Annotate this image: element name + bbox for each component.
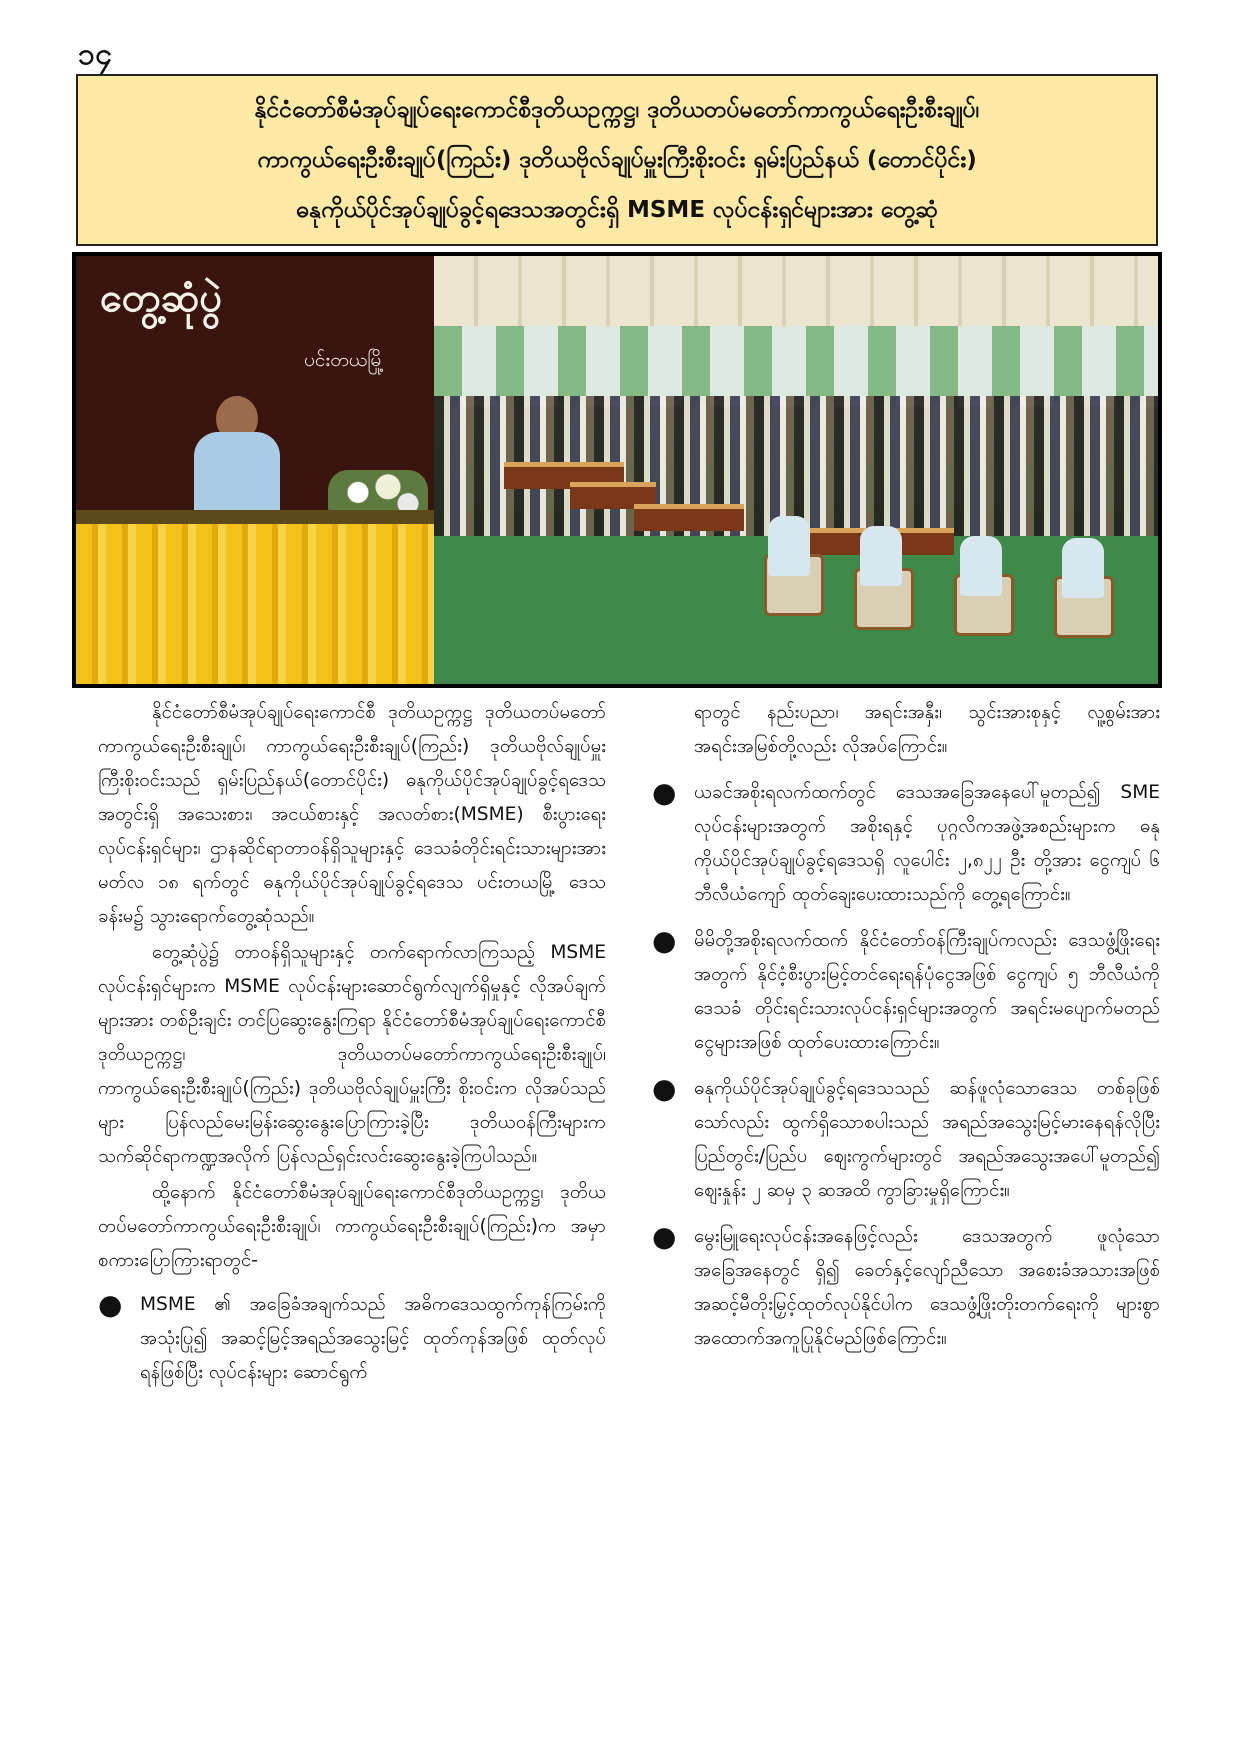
bullet-text: ဓနုကိုယ်ပိုင်အုပ်ချုပ်ခွင့်ရဒေသသည် ဆန်ဖူလုံသောဒေသ တစ်ခုဖြစ်သော်လည်း ထွက်ရှိသောစပါးသည် အရည်အသွေးမြင့်မားနေရန်လိုပြီး ပြည်တွင်း/ပြည်ပ ဈေးကွက်များတွင် အရည်အသွေးအပေါ်မူတည်၍ ဈေးနှုန်း ၂ ဆမှ ၃ ဆအထိ ကွာခြားမှုရှိကြောင်း။ [694, 1078, 1160, 1201]
headline-line-3: ဓနုကိုယ်ပိုင်အုပ်ချုပ်ခွင့်ရဒေသအတွင်းရှိ MSME လုပ်ငန်းရှင်များအား တွေ့ဆုံ [296, 197, 938, 223]
bullet-item-1 [98, 1288, 606, 1390]
article-right-column [652, 696, 1160, 1368]
article-paragraph-2: တွေ့ဆုံပွဲ၌ တာဝန်ရှိသူများနှင့် တက်ရောက်လာကြသည့် MSME လုပ်ငန်းရှင်များက MSME လုပ်ငန်းများဆောင်ရွက်လျက်ရှိမှုနှင့် လိုအပ်ချက်များအား တစ်ဦးချင်း တင်ပြဆွေးနွေးကြရာ နိုင်ငံတော်စီမံအုပ်ချုပ်ရေးကောင်စီဒုတိယဥက္ကဋ္ဌ၊ ဒုတိယတပ်မတော်ကာကွယ်ရေးဦးစီးချုပ်၊ ကာကွယ်ရေးဦးစီးချုပ်(ကြည်း) ဒုတိယဗိုလ်ချုပ်မှူးကြီး စိုးဝင်းက လိုအပ်သည်များ ပြန်လည်မေးမြန်းဆွေးနွေးပြောကြားခဲ့ပြီး ဒုတိယဝန်ကြီးများက သက်ဆိုင်ရာကဏ္ဍအလိုက် ပြန်လည်ရှင်းလင်းဆွေးနွေးခဲ့ကြပါသည်။ [98, 942, 606, 1167]
bullet-item-5 [652, 1220, 1160, 1356]
bullet-item-4 [652, 1072, 1160, 1208]
bullet-text: မွေးမြူရေးလုပ်ငန်းအနေဖြင့်လည်း ဒေသအတွက် ဖူလုံသောအခြေအနေတွင် ရှိ၍ ခေတ်နှင့်လျော်ညီသော အစေးခံအသားအဖြစ် အဆင့်မီတိုးမြှင့်ထုတ်လုပ်နိုင်ပါက ဒေသဖွံ့ဖြိုးတိုးတက်ရေးကို များစွာအထောက်အကူပြုနိုင်မည်ဖြစ်ကြောင်း။ [694, 1226, 1160, 1349]
bullet-dot-icon: ● [98, 1288, 123, 1321]
photo-banner-location: ပင်းတယမြို့ [304, 349, 385, 371]
headline-line-2: ကာကွယ်ရေးဦးစီးချုပ်(ကြည်း) ဒုတိယဗိုလ်ချုပ်မှူးကြီးစိုးဝင်း ရှမ်းပြည်နယ် (တောင်ပိုင်း) [257, 147, 977, 173]
bullet-item-3 [652, 924, 1160, 1060]
bullet-text: မိမိတို့အစိုးရလက်ထက် နိုင်ငံတော်ဝန်ကြီးချုပ်ကလည်း ဒေသဖွံ့ဖြိုးရေးအတွက် နိုင်ငံ့စီးပွားမြင့်တင်ရေးရန်ပုံငွေအဖြစ် ငွေကျပ် ၅ ဘီလီယံကို ဒေသခံ တိုင်းရင်းသားလုပ်ငန်းရှင်များအတွက် အရင်းမပျောက်မတည်ငွေများအဖြစ် ထုတ်ပေးထားကြောင်း။ [694, 930, 1160, 1053]
bullet-text: ယခင်အစိုးရလက်ထက်တွင် ဒေသအခြေအနေပေါ်မူတည်၍ SME လုပ်ငန်းများအတွက် အစိုးရနှင့် ပုဂ္ဂလိကအဖွဲ့အစည်းများက ဓနုကိုယ်ပိုင်အုပ်ချုပ်ခွင့်ရဒေသရှိ လူပေါင်း ၂,၈၂၂ ဦး တို့အား ငွေကျပ် ၆ ဘီလီယံကျော် ထုတ်ချေးပေးထားသည်ကို တွေ့ရကြောင်း။ [694, 782, 1160, 905]
article-left-column [98, 696, 606, 1402]
page-number: ၁၄ [78, 37, 112, 72]
article-paragraph-1: နိုင်ငံတော်စီမံအုပ်ချုပ်ရေးကောင်စီ ဒုတိယဥက္ကဋ္ဌ ဒုတိယတပ်မတော်ကာကွယ်ရေးဦးစီးချုပ်၊ ကာကွယ်ရေးဦးစီးချုပ်(ကြည်း) ဒုတိယဗိုလ်ချုပ်မှူးကြီးစိုးဝင်းသည် ရှမ်းပြည်နယ်(တောင်ပိုင်း) ဓနုကိုယ်ပိုင်အုပ်ချုပ်ခွင့်ရဒေသအတွင်းရှိ အသေးစား၊ အငယ်စားနှင့် အလတ်စား(MSME) စီးပွားရေးလုပ်ငန်းရှင်များ၊ ဌာနဆိုင်ရာတာဝန်ရှိသူများနှင့် ဒေသခံတိုင်းရင်းသားများအား မတ်လ ၁၈ ရက်တွင် ဓနုကိုယ်ပိုင်အုပ်ချုပ်ခွင့်ရဒေသ ပင်းတယမြို့ ဒေသခန်းမ၌ သွားရောက်တွေ့ဆုံသည်။ [98, 702, 606, 927]
bullet-item-2 [652, 776, 1160, 912]
bullet-text: MSME ၏ အခြေခံအချက်သည် အဓိကဒေသထွက်ကုန်ကြမ်းကို အသုံးပြု၍ အဆင့်မြင့်အရည်အသွေးမြင့် ထုတ်ကုန်အဖြစ် ထုတ်လုပ်ရန်ဖြစ်ပြီး လုပ်ငန်းများ ဆောင်ရွက် [140, 1294, 606, 1383]
bullet-dot-icon: ● [652, 1220, 677, 1253]
headline-line-1: နိုင်ငံတော်စီမံအုပ်ချုပ်ရေးကောင်စီဒုတိယဥက္ကဋ္ဌ၊ ဒုတိယတပ်မတော်ကာကွယ်ရေးဦးစီးချုပ်၊ [254, 97, 980, 123]
article-paragraph-3: ထို့နောက် နိုင်ငံတော်စီမံအုပ်ချုပ်ရေးကောင်စီဒုတိယဥက္ကဋ္ဌ၊ ဒုတိယတပ်မတော်ကာကွယ်ရေးဦးစီးချုပ်၊ ကာကွယ်ရေးဦးစီးချုပ်(ကြည်း)က အမှာစကားပြောကြားရာတွင်- [98, 1182, 606, 1271]
bullet-dot-icon: ● [652, 776, 677, 809]
bullet-dot-icon: ● [652, 924, 677, 957]
bullet-item-1-continued: ရာတွင် နည်းပညာ၊ အရင်းအနှီး၊ သွင်းအားစုနှင့် လူ့စွမ်းအားအရင်းအမြစ်တို့လည်း လိုအပ်ကြောင်း။ [694, 702, 1160, 757]
photo-banner-text: တွေ့ဆုံပွဲ [100, 275, 223, 321]
bullet-dot-icon: ● [652, 1072, 677, 1105]
photo-frame [72, 252, 1162, 688]
headline-box [76, 74, 1158, 246]
